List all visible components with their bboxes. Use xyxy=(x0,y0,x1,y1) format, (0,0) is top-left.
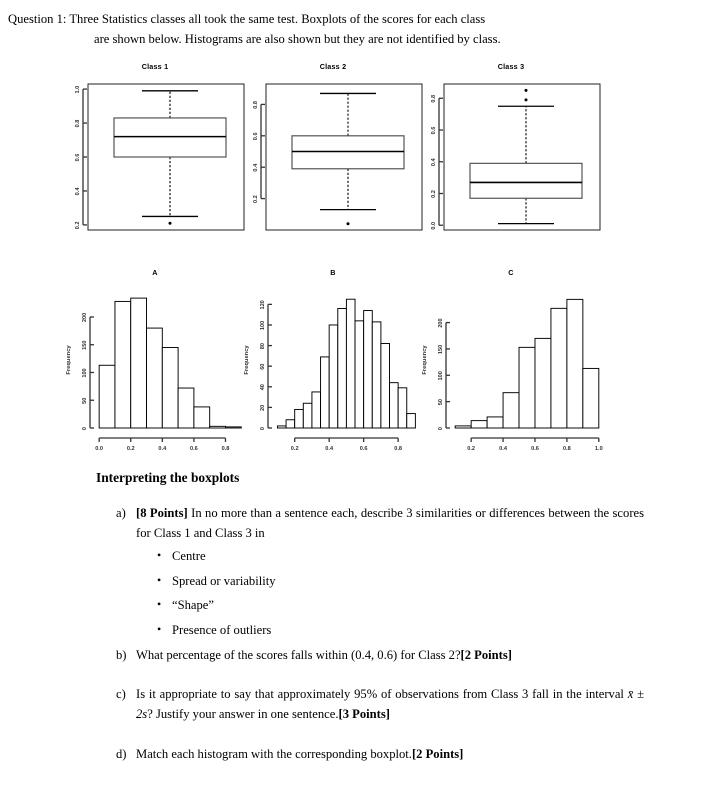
outlier-point xyxy=(525,98,528,101)
histogram-bar xyxy=(329,325,338,428)
histogram-bar xyxy=(471,421,487,428)
y-tick-label: 0.0 xyxy=(431,221,437,230)
iqr-box xyxy=(470,163,582,198)
y-tick-label: 0.6 xyxy=(253,132,259,141)
histogram-bar xyxy=(364,311,373,428)
histogram-title-c: C xyxy=(508,268,514,277)
y-tick-label: 0.2 xyxy=(253,195,259,203)
x-tick-label: 1.0 xyxy=(594,446,603,452)
boxplot-title-class-3: Class 3 xyxy=(497,62,525,71)
histogram-b-x-axis xyxy=(291,438,402,452)
histogram-b-bars xyxy=(277,299,415,428)
y-tick-label: 0.6 xyxy=(75,153,81,162)
histogram-bar xyxy=(567,299,583,428)
list-item: • Spread or variability xyxy=(155,575,276,588)
y-tick-label: 200 xyxy=(438,318,444,328)
part-a-text: In no more than a sentence each, describe 3 similarities or differences between the scores for Class 1 and Class 3 in xyxy=(136,506,645,540)
outlier-point xyxy=(525,89,528,92)
boxplot-class-2-canvas xyxy=(238,62,428,252)
histogram-bar xyxy=(390,383,399,428)
x-tick-label: 0.2 xyxy=(467,446,476,452)
list-item: • “Shape” xyxy=(155,599,276,612)
x-tick-label: 0.4 xyxy=(325,446,334,452)
histogram-title-b: B xyxy=(330,268,336,277)
histogram-bar xyxy=(372,322,381,428)
outlier-point xyxy=(347,222,350,225)
boxplot-title-class-2: Class 2 xyxy=(319,62,347,71)
x-tick-label: 0.4 xyxy=(499,446,507,452)
y-tick-label: 200 xyxy=(82,312,88,323)
x-tick-label: 0.8 xyxy=(394,446,403,452)
histogram-bar xyxy=(407,414,416,428)
part-c-formula: x̄ ± 2s xyxy=(136,687,644,721)
boxplot-panel-class-2 xyxy=(238,62,428,252)
histogram-c-y-axis xyxy=(422,318,450,430)
boxplot-row xyxy=(0,62,704,252)
y-tick-label: 0.8 xyxy=(75,119,81,128)
histogram-bar xyxy=(99,365,115,428)
part-d-marker: d) xyxy=(116,747,127,761)
y-tick-label: 0.4 xyxy=(75,187,81,196)
histogram-bar xyxy=(210,426,226,428)
histogram-b-y-axis xyxy=(244,300,272,430)
histogram-a-bars xyxy=(99,298,241,428)
histogram-bar xyxy=(321,357,330,428)
part-c-text-mid: ? Justify your answer in one sentence. xyxy=(147,706,339,721)
histogram-bar xyxy=(178,388,194,428)
histogram-bar xyxy=(551,308,567,428)
y-tick-label: 0.8 xyxy=(253,101,259,109)
histogram-bar xyxy=(338,308,347,428)
boxplot-class-2-y-axis xyxy=(253,101,265,203)
y-tick-label: 40 xyxy=(260,384,266,391)
list-item: • Centre xyxy=(155,550,276,563)
y-tick-label: 0.2 xyxy=(75,221,81,230)
histogram-title-a: A xyxy=(152,268,158,277)
boxplot-class-2-box-group xyxy=(292,93,404,225)
question-part-b xyxy=(116,646,644,666)
outlier-point xyxy=(169,222,172,225)
y-tick-label: 50 xyxy=(438,399,444,406)
histogram-c-canvas xyxy=(416,268,606,458)
part-a-marker: a) xyxy=(116,506,126,520)
histogram-bar xyxy=(147,328,163,428)
y-tick-label: 60 xyxy=(260,363,266,370)
y-tick-label: 100 xyxy=(260,320,266,331)
x-tick-label: 0.6 xyxy=(190,446,198,452)
y-tick-label: 80 xyxy=(260,342,266,350)
x-tick-label: 0.6 xyxy=(531,446,539,452)
histogram-panel-c xyxy=(416,268,606,458)
boxplot-class-1-box-group xyxy=(114,91,226,225)
x-tick-label: 0.0 xyxy=(95,446,104,452)
y-tick-label: 100 xyxy=(82,368,88,378)
histogram-panel-b xyxy=(238,268,428,458)
question-header-line-2: are shown below. Histograms are also shown but they are not identified by class. xyxy=(94,31,501,46)
histogram-bar xyxy=(277,426,286,428)
histogram-bar xyxy=(115,301,131,428)
y-tick-label: 50 xyxy=(82,397,88,404)
histogram-bar xyxy=(131,298,147,428)
x-tick-label: 0.6 xyxy=(359,446,368,452)
y-axis-label: Frequency xyxy=(422,345,428,375)
list-item: • Presence of outliers xyxy=(155,624,276,637)
question-number: Question 1: xyxy=(8,12,67,26)
y-tick-label: 0.6 xyxy=(431,126,437,135)
question-part-c xyxy=(116,685,644,724)
y-tick-label: 150 xyxy=(82,340,88,350)
part-d-text: Match each histogram with the corresponding boxplot. xyxy=(136,747,412,761)
histogram-b-canvas xyxy=(238,268,428,458)
x-tick-label: 0.2 xyxy=(126,446,135,452)
boxplot-panel-class-3 xyxy=(416,62,606,252)
question-header-line-1: Three Statistics classes all took the same test. Boxplots of the scores for each class xyxy=(69,12,486,26)
histogram-bar xyxy=(519,347,535,428)
histogram-bar xyxy=(503,393,519,428)
boxplot-class-1-y-axis xyxy=(75,86,87,230)
histogram-bar xyxy=(583,368,599,428)
iqr-box xyxy=(114,118,226,157)
part-d-points: [2 Points] xyxy=(411,747,464,761)
y-tick-label: 0 xyxy=(82,426,88,431)
part-c-text-before: Is it appropriate to say that approximately 95% of observations from Class 3 fall in the interval xyxy=(136,687,628,701)
histogram-bar xyxy=(162,348,178,428)
x-tick-label: 0.8 xyxy=(563,446,571,452)
histogram-c-x-axis xyxy=(467,438,602,452)
y-tick-label: 0 xyxy=(438,426,444,431)
histogram-bar xyxy=(381,344,390,428)
y-tick-label: 0.8 xyxy=(431,94,437,103)
histogram-bar xyxy=(312,392,321,428)
part-a-bullet-list xyxy=(155,550,276,648)
histogram-panel-a xyxy=(60,268,250,458)
question-part-a xyxy=(116,504,644,543)
histogram-bar xyxy=(194,407,210,428)
y-axis-label: Frequency xyxy=(66,345,72,375)
boxplot-panel-class-1 xyxy=(60,62,250,252)
histogram-bar xyxy=(535,338,551,428)
y-axis-label: Frequency xyxy=(244,345,250,375)
x-tick-label: 0.2 xyxy=(290,446,299,452)
histogram-bar xyxy=(487,417,503,428)
question-part-d xyxy=(116,745,644,765)
y-tick-label: 20 xyxy=(260,404,266,412)
x-tick-label: 0.4 xyxy=(158,446,167,452)
histogram-c-bars xyxy=(455,299,599,428)
boxplot-class-3-canvas xyxy=(416,62,606,252)
x-tick-label: 0.8 xyxy=(221,446,230,452)
histogram-a-canvas xyxy=(60,268,250,458)
y-tick-label: 120 xyxy=(260,300,266,310)
part-b-points: [2 Points] xyxy=(460,648,512,662)
boxplot-title-class-1: Class 1 xyxy=(141,62,169,71)
boxplot-class-3-y-axis xyxy=(431,95,443,230)
part-a-points: [8 Points] xyxy=(136,506,188,520)
part-c-points: [3 Points] xyxy=(338,706,390,721)
boxplot-class-3-box-group xyxy=(470,89,582,224)
y-tick-label: 0.4 xyxy=(431,158,437,167)
question-header xyxy=(8,10,696,49)
histogram-bar xyxy=(346,299,355,428)
histogram-bar xyxy=(303,403,312,428)
histogram-a-x-axis xyxy=(95,438,229,452)
histogram-bar xyxy=(286,420,295,428)
histogram-a-y-axis xyxy=(66,313,94,430)
histogram-bar xyxy=(398,388,407,428)
section-heading: Interpreting the boxplots xyxy=(96,470,240,485)
histogram-row xyxy=(0,268,704,458)
y-tick-label: 0 xyxy=(260,426,266,431)
boxplot-class-1-canvas xyxy=(60,62,250,252)
y-tick-label: 150 xyxy=(438,344,444,355)
histogram-bar xyxy=(295,409,304,428)
histogram-bar xyxy=(455,426,471,428)
y-tick-label: 0.4 xyxy=(253,163,259,172)
y-tick-label: 100 xyxy=(438,371,444,381)
y-tick-label: 0.2 xyxy=(431,190,437,198)
part-b-text: What percentage of the scores falls within (0.4, 0.6) for Class 2? xyxy=(136,648,461,662)
y-tick-label: 1.0 xyxy=(75,85,81,94)
part-b-marker: b) xyxy=(116,648,127,662)
part-c-marker: c) xyxy=(116,687,126,701)
histogram-bar xyxy=(355,321,364,428)
